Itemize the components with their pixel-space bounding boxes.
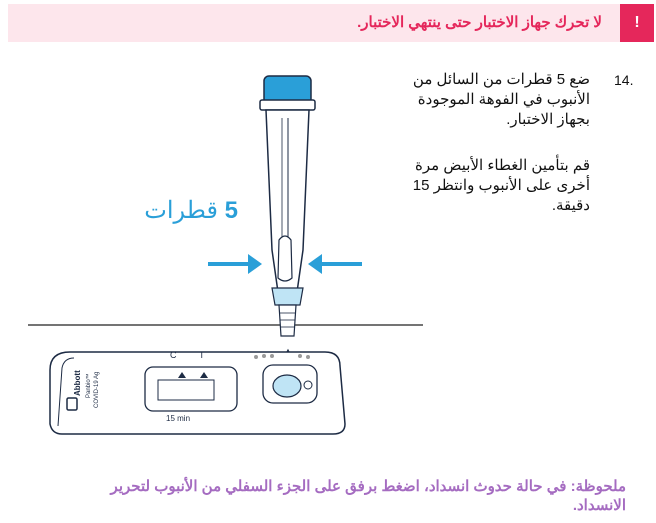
dropper-tube-icon [266, 110, 309, 336]
squeeze-arrow-right-icon [308, 254, 362, 274]
exclamation-icon: ! [620, 4, 654, 42]
step-instruction-2: قم بتأمين الغطاء الأبيض مرة أخرى على الأنبوب وانتظر 15 دقيقة. [412, 157, 590, 214]
warning-text: لا تحرك جهاز الاختبار حتى ينتهي الاختبار. [357, 14, 602, 31]
squeeze-arrow-left-icon [208, 254, 262, 274]
label-t: T [199, 350, 205, 360]
drops-number: 5 [224, 197, 238, 224]
step-instruction-1: ضع 5 قطرات من السائل من الأنبوب في الفوهة الموجودة بجهاز الاختبار. [412, 71, 590, 128]
device-product: Panbio™ [86, 373, 92, 398]
clog-note: ملحوظة: في حالة حدوث انسداد، اضغط برفق على الجزء السفلي من الأنبوب لتحرير الانسداد. [110, 478, 626, 514]
drops-word: قطرات [144, 197, 218, 224]
device-brand: Abbott [73, 370, 82, 396]
step-number: 14. [614, 72, 634, 88]
tube-cap-icon [260, 76, 315, 110]
device-product-line2: COVID-19 Ag [94, 371, 100, 408]
label-c: C [170, 350, 177, 360]
timer-label: 15 min [166, 414, 191, 423]
